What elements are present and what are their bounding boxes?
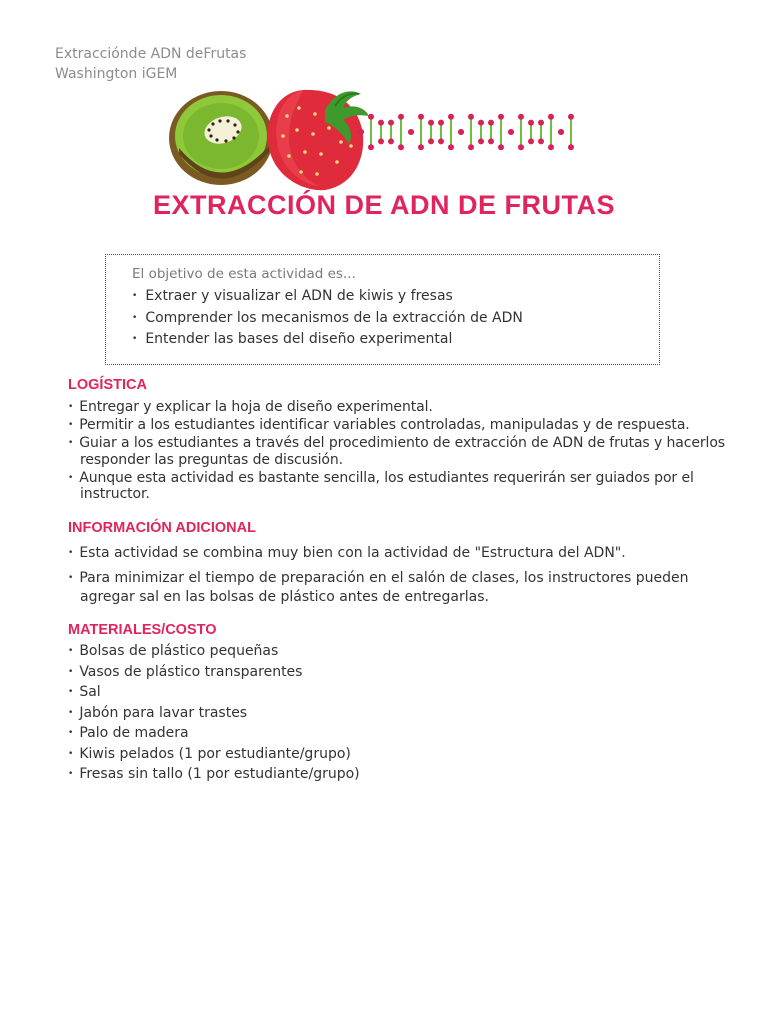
kiwi-icon — [169, 91, 273, 185]
objective-item: • Comprender los mecanismos de la extracción de ADN — [132, 309, 523, 326]
bullet-icon: • — [68, 472, 74, 483]
strawberry-icon — [268, 90, 369, 190]
bullet-icon: • — [132, 312, 138, 323]
list-item: • Palo de madera — [68, 725, 189, 741]
bullet-icon: • — [68, 402, 74, 412]
dna-helix-icon — [358, 114, 574, 150]
bullet-icon: • — [68, 438, 74, 448]
objective-intro: El objetivo de esta actividad es... — [132, 266, 356, 282]
page-title: EXTRACCIÓN DE ADN DE FRUTAS — [152, 190, 615, 220]
list-item: • Fresas sin tallo (1 por estudiante/grupo) — [68, 766, 360, 782]
bullet-icon: • — [68, 687, 74, 697]
bullet-icon: • — [68, 646, 74, 656]
objective-item: • Extraer y visualizar el ADN de kiwis y fresas — [132, 288, 453, 304]
list-item: • Permitir a los estudiantes identificar variables controladas, manipuladas y de respuesta. — [68, 417, 690, 433]
header-organization: Washington iGEM — [55, 66, 178, 82]
list-item: • Entregar y explicar la hoja de diseño experimental. — [68, 399, 433, 415]
list-item: • Bolsas de plástico pequeñas — [68, 643, 279, 659]
bullet-icon: • — [68, 769, 74, 779]
list-item: • Guiar a los estudiantes a través del procedimiento de extracción de ADN de frutas y hacerlos responder las preguntas de discusión. — [68, 435, 725, 468]
fruit-banner — [165, 86, 585, 196]
list-item: • Sal — [68, 684, 101, 700]
list-item: • Esta actividad se combina muy bien con la actividad de "Estructura del ADN". — [68, 545, 626, 561]
bullet-icon: • — [132, 334, 138, 344]
list-item: • Jabón para lavar trastes — [68, 704, 248, 721]
materials-list — [68, 641, 728, 785]
document-header — [55, 44, 246, 84]
list-item: • Kiwis pelados (1 por estudiante/grupo) — [68, 745, 351, 762]
list-item: • Vasos de plástico transparentes — [68, 663, 303, 680]
bullet-icon: • — [68, 420, 74, 430]
logistics-heading: LOGÍSTICA — [68, 377, 147, 393]
bullet-icon: • — [68, 728, 74, 738]
bullet-icon: • — [132, 291, 138, 301]
list-item: • Para minimizar el tiempo de preparación en el salón de clases, los instructores pueden agregar sal en las bolsas de plástico antes de entregarlas. — [68, 570, 689, 605]
bullet-icon: • — [68, 573, 74, 583]
list-item: • Aunque esta actividad es bastante sencilla, los estudiantes requerirán ser guiados por el instructor. — [68, 469, 694, 502]
bullet-icon: • — [68, 707, 74, 718]
materials-heading: MATERIALES/COSTO — [68, 622, 217, 638]
additional-info-list — [68, 544, 728, 613]
objective-box — [105, 254, 660, 365]
bullet-icon: • — [68, 548, 74, 558]
additional-info-heading: INFORMACIÓN ADICIONAL — [68, 520, 256, 536]
bullet-icon: • — [68, 666, 74, 677]
bullet-icon: • — [68, 748, 74, 759]
header-title: Extracciónde ADN deFrutas — [55, 46, 247, 62]
objective-list — [132, 286, 659, 351]
objective-item: • Entender las bases del diseño experimental — [132, 331, 453, 347]
logistics-list — [68, 399, 728, 504]
